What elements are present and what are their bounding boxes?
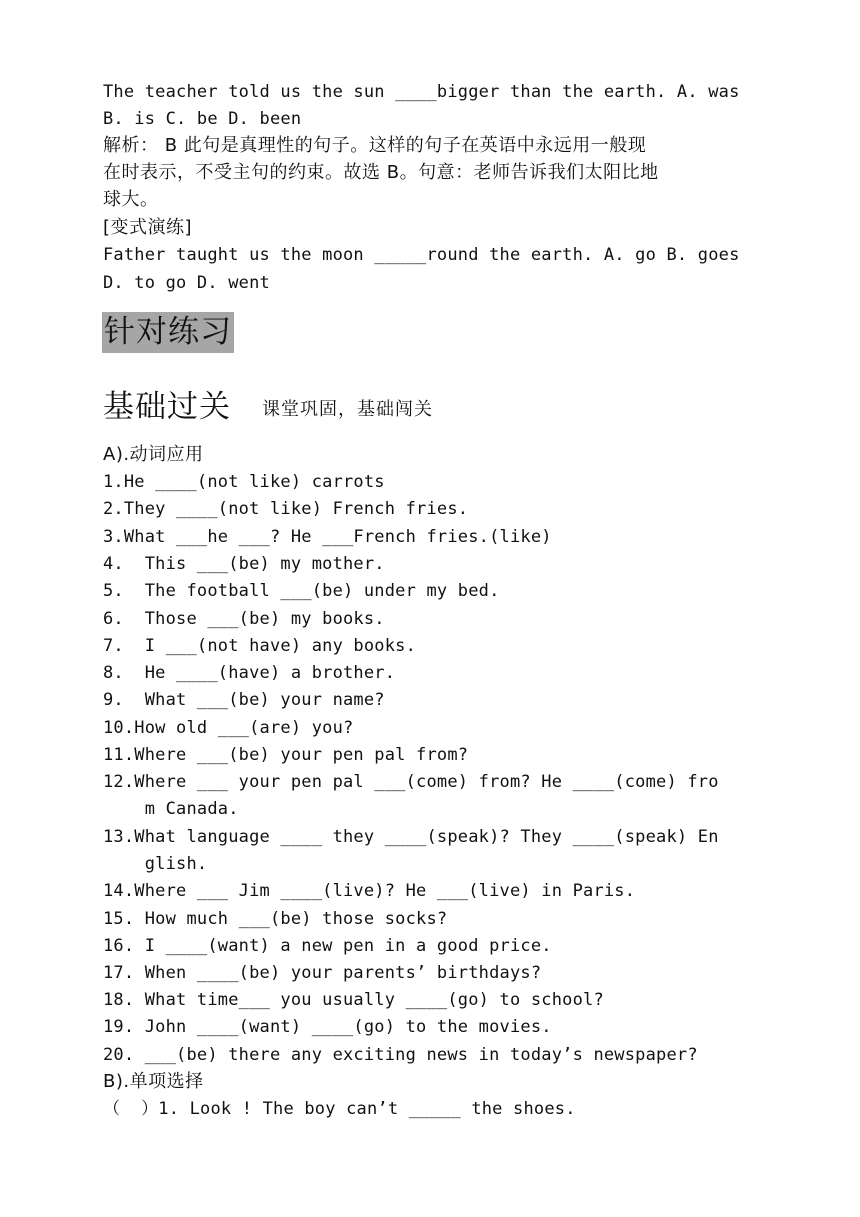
subsection-title: 基础过关 [103, 389, 231, 425]
exercise-line: m Canada. [103, 799, 239, 819]
exercise-line: 19. John ____(want) ____(go) to the movies. [103, 1017, 552, 1037]
exercise-line: 10.How old ___(are) you? [103, 718, 354, 738]
multiple-choice-question-1: （ ）1. Look ! The boy can’t _____ the shoes. [103, 1099, 576, 1119]
example-question-line-2: B. is C. be D. been [103, 109, 302, 129]
analysis-line-1: 解析： B 此句是真理性的句子。这样的句子在英语中永远用一般现 [103, 135, 647, 156]
exercise-line: 18. What time___ you usually ____(go) to school? [103, 990, 604, 1010]
exercise-line: 2.They ____(not like) French fries. [103, 499, 469, 519]
exercise-line: 16. I ____(want) a new pen in a good price. [103, 936, 552, 956]
exercise-line: 7. I ___(not have) any books. [103, 636, 417, 656]
exercise-line: 17. When ____(be) your parents’ birthdays? [103, 963, 542, 983]
exercise-line: 20. ___(be) there any exciting news in today’s newspaper? [103, 1045, 698, 1065]
exercise-line: glish. [103, 854, 208, 874]
exercise-line: 12.Where ___ your pen pal ___(come) from? He ____(come) fro [103, 772, 719, 792]
exercise-line: 8. He ____(have) a brother. [103, 663, 396, 683]
exercise-line: 11.Where ___(be) your pen pal from? [103, 745, 469, 765]
exercise-line: 6. Those ___(be) my books. [103, 609, 385, 629]
section-heading: 针对练习 [102, 312, 234, 353]
subsection-subtitle: 课堂巩固，基础闯关 [262, 399, 433, 420]
variant-line-2: D. to go D. went [103, 273, 270, 293]
exercise-line: 3.What ___he ___? He ___French fries.(like) [103, 527, 552, 547]
exercise-line: 9. What ___(be) your name? [103, 690, 385, 710]
exercise-line: 5. The football ___(be) under my bed. [103, 581, 500, 601]
exercise-line: 15. How much ___(be) those socks? [103, 909, 448, 929]
example-question-line-1: The teacher told us the sun ____bigger than the earth. A. was [103, 82, 740, 102]
exercise-line: 1.He ____(not like) carrots [103, 472, 385, 492]
variant-label: [变式演练] [103, 217, 193, 238]
exercise-line: 14.Where ___ Jim ____(live)? He ___(live) in Paris. [103, 881, 636, 901]
exercise-line: 13.What language ____ they ____(speak)? They ____(speak) En [103, 827, 719, 847]
part-a-label: A).动词应用 [103, 444, 204, 465]
exercise-line: 4. This ___(be) my mother. [103, 554, 385, 574]
analysis-line-2: 在时表示，不受主句的约束。故选 B。句意：老师告诉我们太阳比地 [103, 162, 659, 183]
part-b-label: B).单项选择 [103, 1071, 204, 1092]
analysis-line-3: 球大。 [103, 189, 159, 210]
variant-line-1: Father taught us the moon _____round the earth. A. go B. goes [103, 245, 740, 265]
